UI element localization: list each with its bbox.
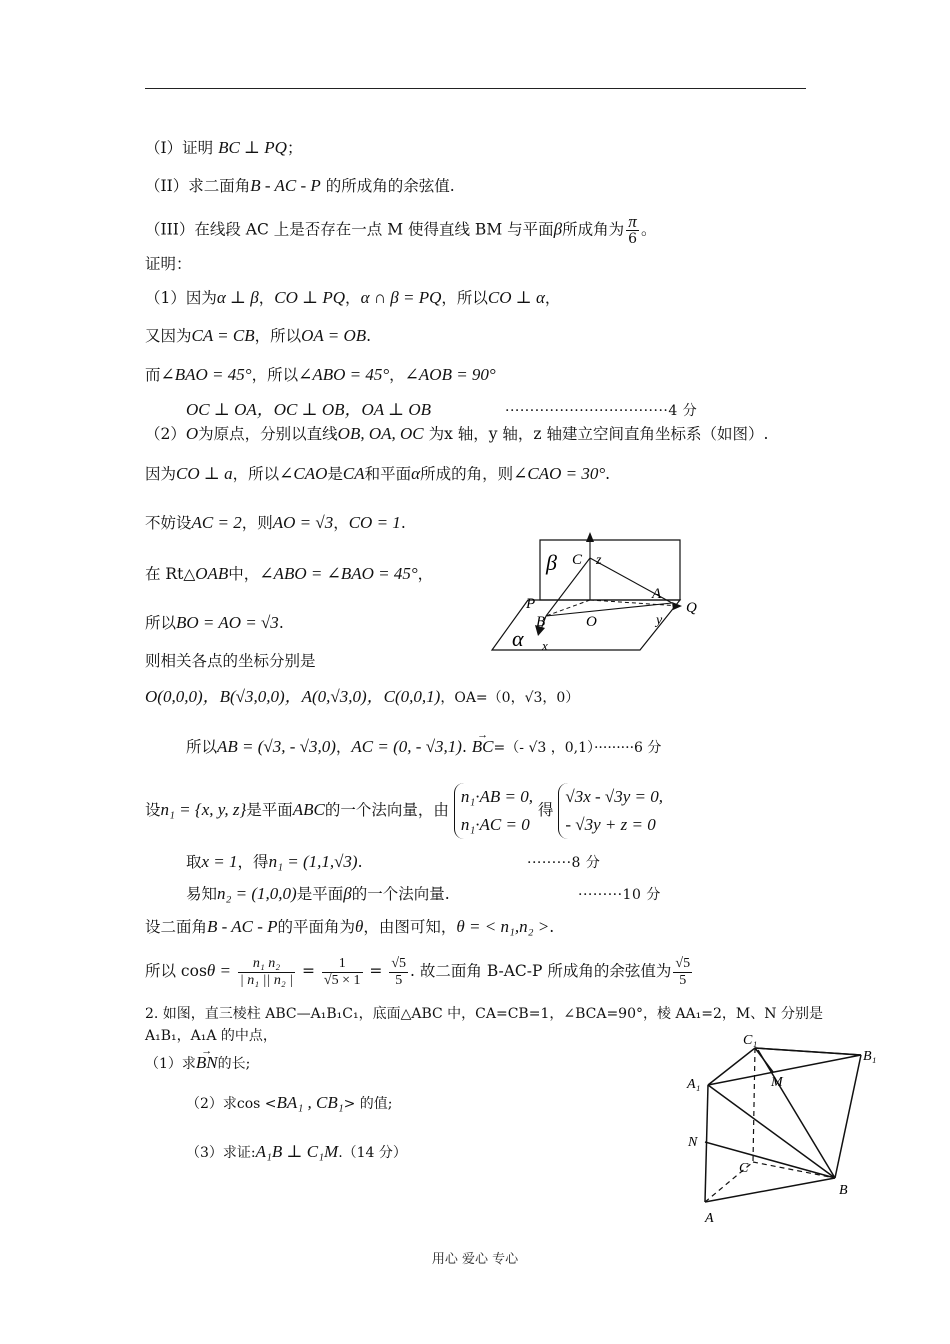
header-rule — [145, 88, 806, 89]
label-x: x — [542, 638, 548, 653]
normal-vector-line: 设n₁ = {x, y, z}是平面ABC的一个法向量，由 n₁·AB = 0, n₁·AC = 0 得 √3x - √3y = 0, - √3y + z = 0 — [145, 783, 663, 839]
proof-line-6: 不妨设AC = 2，则AO = √3，CO = 1. — [145, 513, 406, 532]
label-C1: C₁ — [743, 1033, 758, 1048]
figure-dihedral-angle — [490, 528, 710, 658]
label-A: A — [705, 1211, 714, 1226]
figure-prism — [683, 1030, 883, 1230]
proof-line-8: 所以BO = AO = √3. — [145, 613, 284, 632]
label-A: A — [652, 586, 662, 602]
problem-2-q1: （1）求→ BN的长; — [145, 1053, 250, 1074]
proof-line-4: OC ⊥ OA，OC ⊥ OB，OA ⊥ OB — [186, 400, 432, 419]
question-3: （III）在线段 AC 上是否存在一点 M 使得直线 BM 与平面β所成角为 $\frac{\pi}{6}$ 。 — [145, 212, 657, 247]
proof-line-10: 取x = 1，得n₁ = (1,1,√3). — [186, 852, 363, 871]
label-A1: A₁ — [687, 1077, 701, 1092]
proof-line-11: 易知n₂ = (1,0,0)是平面β的一个法向量. — [186, 884, 450, 903]
label-O: O — [586, 614, 597, 630]
proof-line-2: 又因为CA = CB，所以OA = OB. — [145, 326, 372, 345]
proof-line-5: 因为CO ⊥ a，所以∠CAO是CA和平面α所成的角，则∠CAO = 30°. — [145, 464, 611, 483]
proof-line-3: 而∠BAO = 45°，所以∠ABO = 45°，∠AOB = 90° — [145, 365, 496, 384]
cosine-result-line: 所以 cosθ = $\frac{\text{n₁ n₂}}{\text{| n₁ || n₂ |}}$ = $\frac{1}{√5 \times 1}$ = $\frac{√5}{5}$ . 故二面角 B-AC-P 所成角的余弦值为 $\frac{√5}{5}$ — [145, 955, 691, 988]
label-N: N — [688, 1135, 698, 1150]
equation-system-2: √3x - √3y = 0, - √3y + z = 0 — [558, 783, 663, 839]
label-C: C — [572, 552, 583, 568]
proof-line-7: 在 Rt△OAB中，∠ABO = ∠BAO = 45°， — [145, 564, 434, 583]
problem-2-text-cont: A₁B₁，A₁A 的中点， — [145, 1028, 277, 1044]
problem-2-q2: （2）求cos <BA₁ , CB₁> 的值; — [186, 1093, 393, 1112]
proof-line-9: 则相关各点的坐标分别是 — [145, 652, 316, 670]
coordinates-line: O(0,0,0)，B(√3,0,0)，A(0,√3,0)，C(0,0,1)，OA=（0，√3，0） — [145, 687, 580, 706]
score-4: ·································4 分 — [505, 403, 698, 419]
label-P: P — [526, 596, 536, 612]
label-M: M — [771, 1075, 783, 1090]
question-2: （II）求二面角B - AC - P 的所成角的余弦值. — [145, 176, 455, 195]
proof-line-1: （1）因为α ⊥ β，CO ⊥ PQ，α ∩ β = PQ，所以CO ⊥ α， — [145, 288, 561, 307]
label-z: z — [596, 553, 602, 568]
label-B: B — [536, 614, 546, 630]
vectors-line: 所以AB = (√3, - √3,0)，AC = (0, - √3,1). → BC=（- √3 ，0,1）·········6 分 — [186, 737, 661, 758]
label-B: B — [839, 1183, 848, 1198]
proof-heading: 证明： — [145, 255, 192, 273]
problem-2-text: 2. 如图，直三棱柱 ABC—A₁B₁C₁，底面△ABC 中，CA=CB=1，∠BCA=90°，棱 AA₁=2，M、N 分别是 — [145, 1006, 823, 1022]
label-alpha: α — [512, 626, 524, 651]
label-C: C — [739, 1161, 749, 1176]
score-8: ·········8 分 — [527, 855, 601, 871]
problem-2-q3: （3）求证:A₁B ⊥ C₁M.（14 分） — [186, 1142, 407, 1161]
question-1: （I）证明 BC ⊥ PQ； — [145, 138, 303, 157]
page-footer: 用心 爱心 专心 — [431, 1252, 519, 1267]
score-10: ·········10 分 — [578, 887, 661, 903]
label-B1: B₁ — [863, 1049, 877, 1064]
proof-line-12: 设二面角B - AC - P的平面角为θ，由图可知，θ = < n₁,n₂ >. — [145, 917, 555, 936]
proof-part-2: （2）O为原点，分别以直线OB, OA, OC 为x 轴，y 轴，z 轴建立空间直角坐标系（如图）. — [145, 424, 769, 443]
label-Q: Q — [686, 600, 697, 616]
equation-system-1: n₁·AB = 0, n₁·AC = 0 — [454, 783, 533, 839]
label-y: y — [656, 613, 663, 628]
label-beta: β — [546, 550, 557, 575]
